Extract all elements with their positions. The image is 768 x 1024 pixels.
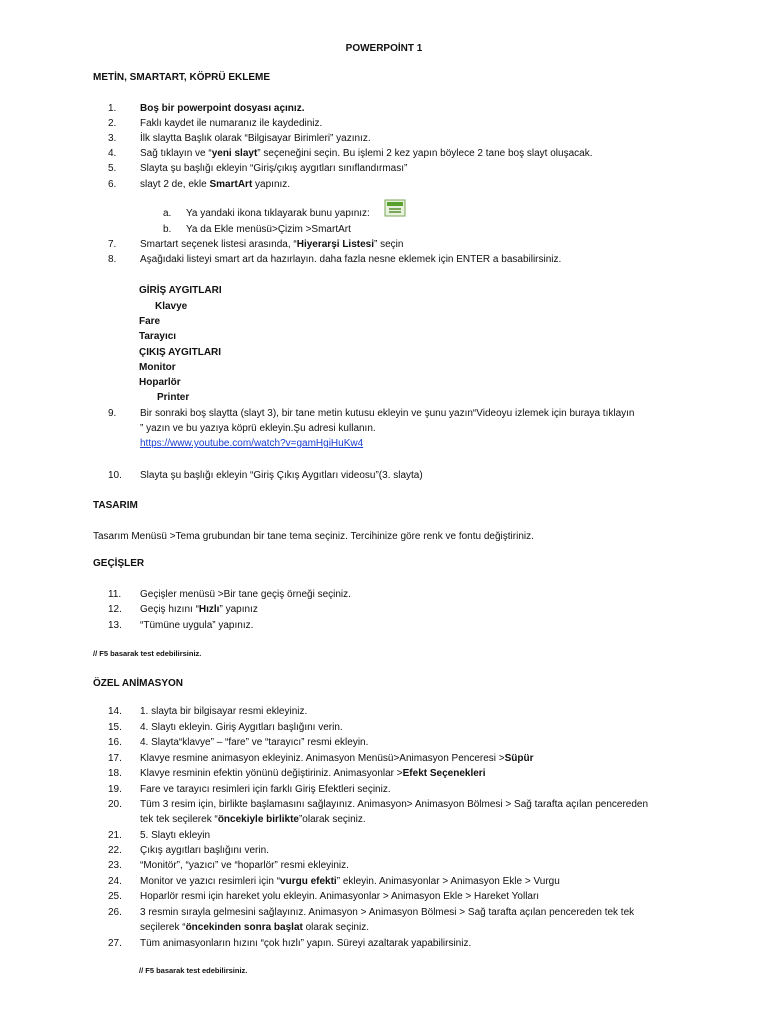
list-item-number: 20.: [108, 799, 122, 810]
list-item-text-part: 3 resmin sırayla gelmesini sağlayınız. Animasyon > Animasyon Bölmesi > Sağ tarafta açılan pencereden tek tek: [140, 907, 635, 918]
list-item-text: [140, 620, 253, 631]
list-item-text-part: 5. Slaytı ekleyin: [140, 830, 211, 841]
item-9-number: 9.: [108, 408, 117, 419]
list-item-text: [140, 860, 349, 871]
list-item-text-part: Hiyerarşi Listesi: [296, 239, 374, 250]
list-item-text-part: ”olarak seçiniz.: [298, 814, 366, 825]
list-item-text: [140, 239, 403, 250]
list-item-text-part: olarak seçiniz.: [302, 922, 369, 933]
section-heading-ozel-animasyon: ÖZEL ANİMASYON: [93, 678, 184, 689]
list-item-text-part: SmartArt: [209, 179, 253, 190]
list-monitor: Monitor: [139, 362, 176, 373]
list-item-text-part: ” yapınız: [219, 604, 258, 615]
list-item-text-part: Faklı kaydet ile numaranız ile kaydediniz.: [140, 118, 323, 129]
item-9-line2: ” yazın ve bu yazıya köprü ekleyin.Şu adresi kullanın.: [140, 423, 376, 434]
smartart-icon: [384, 198, 406, 218]
list-item-text-part: Fare ve tarayıcı resimleri için farklı Giriş Efektleri seçiniz.: [140, 784, 391, 795]
list-item-number: 27.: [108, 938, 122, 949]
list-hoparlor: Hoparlör: [139, 377, 181, 388]
subitem-b-number: b.: [163, 224, 172, 235]
list-item-text-continued: [140, 814, 366, 825]
subitem-b-text: Ya da Ekle menüsü>Çizim >SmartArt: [186, 224, 351, 235]
list-item-text: [140, 753, 534, 764]
list-item-text-part: “Monitör”, “yazıcı” ve “hoparlör” resmi ekleyiniz.: [140, 860, 349, 871]
list-item-text: [140, 706, 307, 717]
list-item-text-part: Sağ tıklayın ve “: [140, 148, 212, 159]
list-item-text-part: İlk slaytta Başlık olarak “Bilgisayar Birimleri” yazınız.: [140, 133, 371, 144]
list-item-text-part: tek tek seçilerek “: [140, 814, 218, 825]
list-item-text-part: Hızlı: [198, 604, 220, 615]
section4-note: // F5 basarak test edebilirsiniz.: [139, 966, 248, 975]
list-giris-heading: GİRİŞ AYGITLARI: [139, 285, 222, 296]
list-item-text: [140, 830, 210, 841]
list-item-number: 8.: [108, 254, 117, 265]
list-item-text: [140, 907, 634, 918]
list-klavye: Klavye: [155, 301, 188, 312]
list-item-text: [140, 737, 368, 748]
list-item-number: 1.: [108, 103, 117, 114]
list-item-text-part: 4. Slaytı ekleyin. Giriş Aygıtları başlığını verin.: [140, 722, 343, 733]
list-item-text: [140, 118, 322, 129]
subitem-a-number: a.: [163, 208, 172, 219]
list-item-number: 13.: [108, 620, 122, 631]
list-item-number: 12.: [108, 604, 122, 615]
list-item-text-part: seçilerek “: [140, 922, 186, 933]
list-fare: Fare: [139, 316, 161, 327]
list-item-text: [140, 938, 471, 949]
document-title: POWERPOİNT 1: [345, 43, 423, 54]
list-item-number: 15.: [108, 722, 122, 733]
list-item-number: 7.: [108, 239, 117, 250]
list-item-text-part: yapınız.: [252, 179, 291, 190]
list-item-text: [140, 604, 258, 615]
list-item-number: 19.: [108, 784, 122, 795]
list-item-text-part: Süpür: [504, 753, 534, 764]
list-item-number: 11.: [108, 589, 122, 600]
list-item-number: 5.: [108, 163, 117, 174]
list-item-text-part: Boş bir powerpoint dosyası açınız.: [140, 103, 305, 114]
list-item-text: [140, 876, 560, 887]
list-item-text-part: Tüm 3 resim için, birlikte başlamasını sağlayınız. Animasyon> Animasyon Bölmesi > Sağ tarafta açılan pencereden: [140, 799, 649, 810]
list-item-number: 26.: [108, 907, 122, 918]
list-item-text-part: Smartart seçenek listesi arasında, “: [140, 239, 297, 250]
list-item-text-part: Çıkış aygıtları başlığını verin.: [140, 845, 269, 856]
list-item-text: [140, 784, 391, 795]
list-item-number: 21.: [108, 830, 122, 841]
list-item-number: 2.: [108, 118, 117, 129]
list-item-text-part: Slayta şu başlığı ekleyin “Giriş/çıkış aygıtları sınıflandırması”: [140, 163, 408, 174]
list-item-text-part: ” ekleyin. Animasyonlar > Animasyon Ekle > Vurgu: [336, 876, 560, 887]
list-item-text-part: Monitor ve yazıcı resimleri için “: [140, 876, 281, 887]
list-item-text-continued: [140, 922, 369, 933]
list-item-number: 6.: [108, 179, 117, 190]
list-item-number: 24.: [108, 876, 122, 887]
list-item-text: [140, 254, 561, 265]
section-heading-metin: METİN, SMARTART, KÖPRÜ EKLEME: [93, 72, 271, 83]
list-item-number: 16.: [108, 737, 122, 748]
list-tarayici: Tarayıcı: [139, 331, 177, 342]
list-item-text: [140, 179, 290, 190]
list-item-number: 25.: [108, 891, 122, 902]
list-item-number: 14.: [108, 706, 122, 717]
list-item-number: 17.: [108, 753, 122, 764]
list-item-text: [140, 103, 304, 114]
list-item-number: 23.: [108, 860, 122, 871]
list-item-text: [140, 799, 648, 810]
section-heading-tasarim: TASARIM: [93, 500, 138, 511]
item-10-text: Slayta şu başlığı ekleyin “Giriş Çıkış Aygıtları videosu”(3. slayta): [140, 470, 423, 481]
list-item-text-part: Geçişler menüsü >Bir tane geçiş örneği seçiniz.: [140, 589, 351, 600]
youtube-link[interactable]: https://www.youtube.com/watch?v=gamHgiHuKw4: [140, 438, 364, 449]
list-item-text-part: yeni slayt: [211, 148, 258, 159]
list-item-text: [140, 768, 485, 779]
section-heading-gecisler: GEÇİŞLER: [93, 558, 145, 569]
list-item-text: [140, 163, 407, 174]
list-item-text: [140, 133, 371, 144]
list-item-text-part: Tüm animasyonların hızını “çok hızlı” yapın. Süreyi azaltarak yapabilirsiniz.: [140, 938, 472, 949]
item-9-line1: Bir sonraki boş slaytta (slayt 3), bir tane metin kutusu ekleyin ve şunu yazın“Videoyu izlemek için buraya tıklayın: [140, 408, 635, 419]
list-item-text-part: “Tümüne uygula” yapınız.: [140, 620, 254, 631]
list-item-text: [140, 891, 539, 902]
list-item-text: [140, 845, 269, 856]
item-10-number: 10.: [108, 470, 122, 481]
list-item-text-part: 4. Slayta“klavye” – “fare” ve “tarayıcı” resmi ekleyin.: [140, 737, 369, 748]
tasarim-text: Tasarım Menüsü >Tema grubundan bir tane tema seçiniz. Tercihinize göre renk ve fontu değiştiriniz.: [93, 531, 534, 542]
list-item-text-part: Geçiş hızını “: [140, 604, 199, 615]
list-item-text-part: öncekinden sonra başlat: [185, 922, 303, 933]
list-item-text-part: ” seçin: [374, 239, 404, 250]
list-item-text-part: Efekt Seçenekleri: [402, 768, 486, 779]
subitem-a-text: Ya yandaki ikona tıklayarak bunu yapınız:: [186, 208, 370, 219]
list-item-text-part: 1. slayta bir bilgisayar resmi ekleyiniz.: [140, 706, 308, 717]
list-item-text: [140, 148, 592, 159]
list-cikis-heading: ÇIKIŞ AYGITLARI: [139, 347, 222, 358]
section3-note: // F5 basarak test edebilirsiniz.: [93, 649, 202, 658]
list-item-number: 18.: [108, 768, 122, 779]
list-item-text-part: Klavye resminin efektin yönünü değiştiriniz. Animasyonlar >: [140, 768, 403, 779]
list-item-text-part: slayt 2 de, ekle: [140, 179, 210, 190]
list-item-text: [140, 589, 351, 600]
list-item-text-part: Aşağıdaki listeyi smart art da hazırlayın. daha fazla nesne eklemek için ENTER a basabilirsiniz.: [140, 254, 562, 265]
list-item-text-part: ” seçeneğini seçin. Bu işlemi 2 kez yapın böylece 2 tane boş slayt oluşacak.: [257, 148, 593, 159]
list-item-text-part: Klavye resmine animasyon ekleyiniz. Animasyon Menüsü>Animasyon Penceresi >: [140, 753, 505, 764]
list-item-text: [140, 722, 343, 733]
list-item-number: 4.: [108, 148, 117, 159]
list-item-number: 22.: [108, 845, 122, 856]
list-item-text-part: Hoparlör resmi için hareket yolu ekleyin. Animasyonlar > Animasyon Ekle > Hareket Yolları: [140, 891, 540, 902]
list-item-number: 3.: [108, 133, 117, 144]
list-printer: Printer: [157, 392, 190, 403]
list-item-text-part: vurgu efekti: [280, 876, 337, 887]
list-item-text-part: öncekiyle birlikte: [217, 814, 299, 825]
